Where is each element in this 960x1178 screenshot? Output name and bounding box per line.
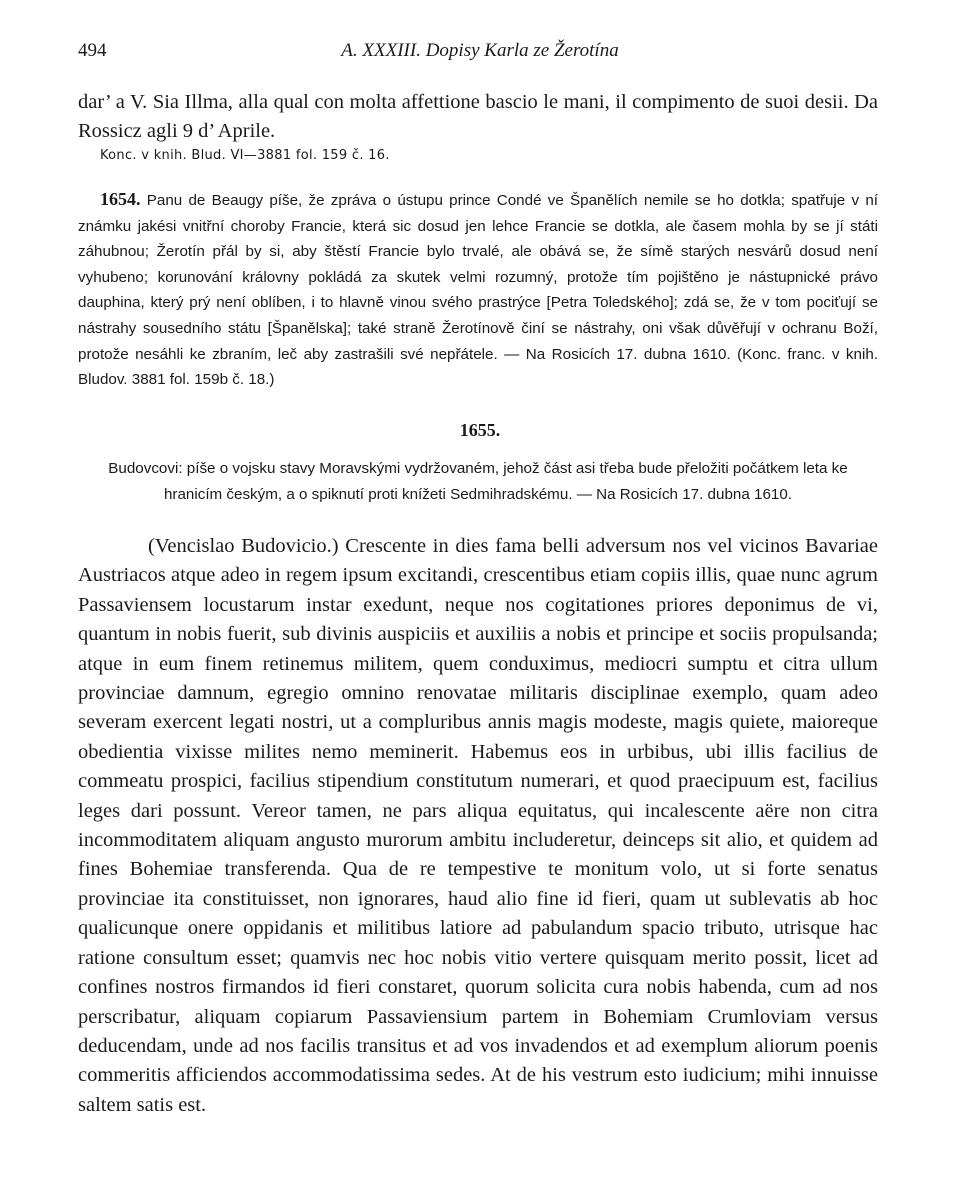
entry-number: 1654. <box>100 189 141 209</box>
entry-summary: Panu de Beaugy píše, že zpráva o ústupu prince Condé ve Španělích nemile se ho dotkla; spatřuje v ní známku jakési vnitřní choroby Francie, která sic dosud jen lehce Francie se dotkla, ale časem mohla by se jí státi záhubnou; Žerotín přál by si, aby štěstí Francie bylo trvalé, ale obává se, že símě starých nesvárů dosud není vyhubeno; korunování královny pokládá za skutek velmi rozumný, protože tím pojištěno je nástupnické právo dauphina, který prý není oblíben, i to hlavně vinou svého prastrýce [Petra Toledského]; zdá se, že v tom pociťují se nástrahy sousedního státu [Španělska]; také straně Žerotínově činí se nástrahy, oni však důvěřují v ochranu Boží, protože nesáhli ke zbraním, leč aby zastrašili své nepřátele. — Na Rosicích 17. dubna 1610. (Konc. franc. v knih. Bludov. 3881 fol. 159b č. 18.) <box>78 192 878 389</box>
entry-1654 <box>78 187 878 393</box>
continuation-paragraph: dar’ a V. Sia Illma, alla qual con molta affettione bascio le mani, il compimento de suoi desii. Da Rossicz agli 9 d’ Aprile. <box>78 91 878 142</box>
entry-1655-summary: Budovcovi: píše o vojsku stavy Moravskými vydržovaném, jehož část asi třeba bude přeložiti počátkem leta ke hranicím českým, a o spiknutí proti knížeti Sedmihradskému. — Na Rosicích 17. dubna 1610. <box>108 460 848 503</box>
page-number: 494 <box>78 40 107 61</box>
letter-text: (Vencislao Budovicio.) Crescente in dies fama belli adversum nos vel vicinos Bavariae Austriacos atque adeo in regem ipsum excitandi, crescentibus etiam copiis illis, quae nunc agrum Passaviensem locustarum instar exedunt, neque nos cogitationes priores deponimus de vi, quantum in nobis fuerit, sub divinis auspiciis et auxiliis a nobis et principe et sociis propulsanda; atque in eum finem retinemus militem, quem conduximus, mediocri sumptu et citra ullum provinciae damnum, egregio omnino renovatae militaris disciplinae exemplo, quam adeo severam exercent legati nostri, ut a compluribus annis magis modeste, magis quiete, maioreque obedientia vixisse milites nemo meminerit. Habemus eos in urbibus, ubi illis facilius de commeatu prospici, facilius stipendium constitutum numerari, et quod praecipuum est, facilius leges dari possunt. Vereor tamen, ne pars aliqua equitatus, qui incalescente aëre non citra incommoditatem aliquam angusto murorum ambitu includeretur, deinceps sit alio, et quidem ad fines Bohemiae transferenda. Qua de re tempestive te monitum volo, ut si forte senatus provinciae ita constituisset, non ignorares, haud alio fine id fieri, quam ut sublevatis ab hoc qualicunque onere oppidanis et militibus latiore ad pabulandum spacio tributo, utrisque hac ratione consultum esset; quamvis nec hoc nobis vitio vertere quisquam merito possit, licet ad confines nostros firmandos id fieri constaret, quorum solicita cura nobis habenda, cum ad nos perscribatur, aliquam copiarum Passaviensium partem in Bohemiam Crumloviam versus deducendam, unde ad nos facilis transitus et ad vos invadendos et ad exemplum aliorum poenis commeritis afficiendos accommodatissima sedes. At de his vestrum esto iudicium; mihi innuisse saltem satis est. <box>78 535 878 1116</box>
running-head: A. XXXIII. Dopisy Karla ze Žerotína <box>341 40 619 61</box>
source-note: Konc. v knih. Blud. VI—3881 fol. 159 č. 16. <box>100 148 390 163</box>
page-header <box>78 40 882 70</box>
entry-number-heading: 1655. <box>459 420 501 440</box>
